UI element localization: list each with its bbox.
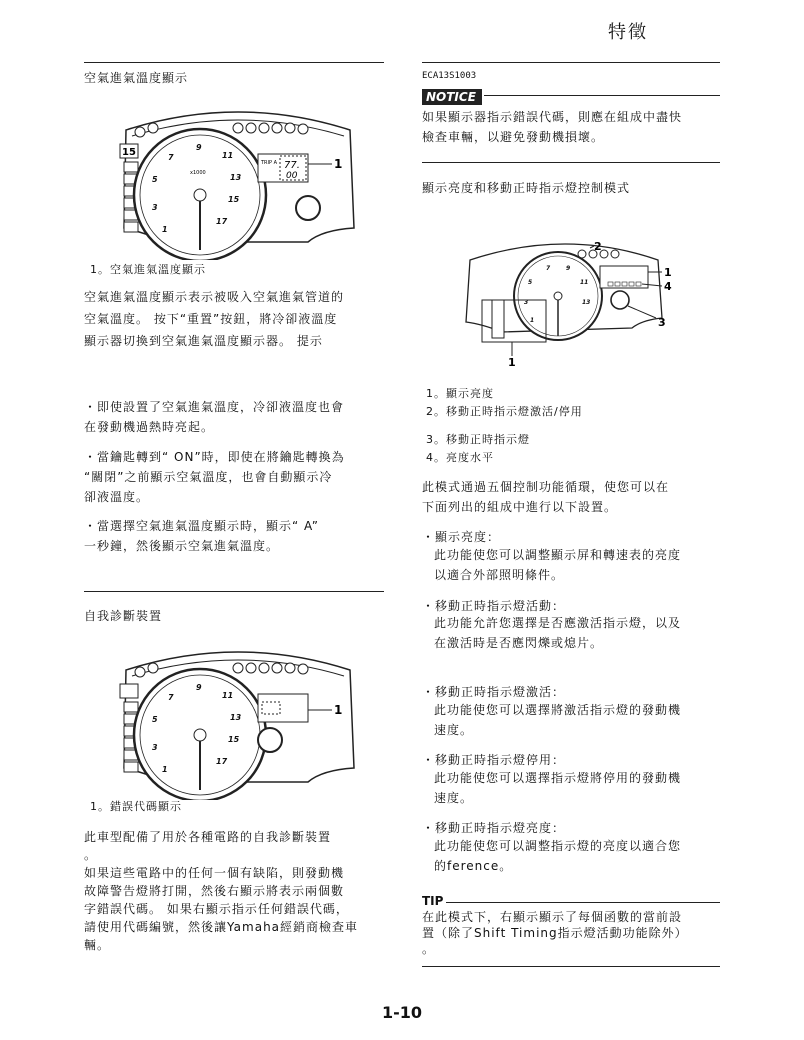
svg-text:13: 13	[230, 173, 242, 182]
bullet-2-line-0: ・當鑰匙轉到“ ON”時，即使在將鑰匙轉換為	[84, 450, 345, 464]
notice-text-1: 檢查車輛，以避免發動機損壞。	[422, 130, 605, 144]
fig3-callout-1: 1	[664, 266, 672, 279]
svg-text:3: 3	[152, 203, 158, 212]
rule-top-left	[84, 62, 384, 63]
rule-top-right	[422, 62, 720, 63]
item-2-title: ・移動正時指示燈活動：	[422, 599, 566, 613]
tip-text-0: 在此模式下，右顯示顯示了每個函數的當前設	[422, 910, 683, 924]
meter-figure-2	[118, 640, 358, 800]
svg-text:3: 3	[152, 743, 158, 752]
fig1-callout-1: 1	[334, 157, 343, 171]
item-5-title: ・移動正時指示燈亮度：	[422, 821, 566, 835]
svg-text:15: 15	[228, 735, 240, 744]
item-1-line-1: 以適合外部照明條件。	[434, 568, 565, 582]
fig3-callout-1-bottom: 1	[508, 356, 516, 368]
tip-label: TIP	[422, 894, 444, 908]
para-error-2: 字錯誤代碼。 如果右顯示指示任何錯誤代碼，	[84, 902, 349, 916]
notice-text-0: 如果顯示器指示錯誤代碼，則應在組成中盡快	[422, 110, 683, 124]
svg-text:9: 9	[566, 265, 571, 272]
svg-text:5: 5	[152, 715, 158, 724]
fig3-legend-4: 4。亮度水平	[426, 451, 494, 464]
tip-text-2: 。	[422, 942, 436, 956]
svg-text:5: 5	[152, 175, 158, 184]
fig3-callout-4: 4	[664, 280, 672, 293]
meter-figure-3	[462, 232, 692, 368]
para-air-intake-2: 顯示器切換到空氣進氣溫度顯示器。 提示	[84, 334, 323, 348]
gauge-rpm-unit: x1000	[190, 170, 206, 176]
svg-text:1: 1	[162, 225, 168, 234]
svg-text:11: 11	[580, 279, 589, 286]
para-selfdiag-1: 。	[84, 848, 98, 862]
gauge-trip-label: TRIP A	[261, 160, 278, 166]
bullet-3-line-1: 一秒鐘，然後顯示空氣進氣溫度。	[84, 539, 280, 553]
bullet-1-line-0: ・即使設置了空氣進氣溫度，冷卻液溫度也會	[84, 400, 345, 414]
doc-code: ECA13S1003	[422, 71, 477, 81]
item-3-line-0: 此功能使您可以選擇將激活指示燈的發動機	[434, 703, 682, 717]
svg-text:11: 11	[222, 691, 234, 700]
item-4-title: ・移動正時指示燈停用：	[422, 753, 566, 767]
para-error-4: 輛。	[84, 938, 111, 952]
page-number: 1-10	[382, 1003, 423, 1022]
bullet-2-line-2: 卻液溫度。	[84, 490, 150, 504]
bullet-2-line-1: “關閉”之前顯示空氣溫度，也會自動顯示冷	[84, 470, 333, 484]
svg-text:13: 13	[230, 713, 242, 722]
rule-mid-left	[84, 591, 384, 592]
item-3-title: ・移動正時指示燈激活：	[422, 685, 566, 699]
tip-text-1: 置（除了Shift Timing指示燈活動功能除外）	[422, 926, 688, 940]
para-air-intake-1: 空氣溫度。 按下“重置”按鈕，將冷卻液溫度	[84, 312, 338, 326]
item-2-line-0: 此功能允許您選擇是否應激活指示燈，以及	[434, 616, 682, 630]
fig3-legend-2: 2。移動正時指示燈激活/停用	[426, 405, 583, 418]
svg-text:1: 1	[530, 317, 535, 324]
svg-text:1: 1	[162, 765, 168, 774]
bullet-1-line-1: 在發動機過熱時亮起。	[84, 420, 215, 434]
notice-label: NOTICE	[422, 89, 482, 105]
para-error-3: 請使用代碼編號，然後讓Yamaha經銷商檢查車	[84, 920, 359, 934]
para-mode-1: 下面列出的組成中進行以下設置。	[422, 500, 618, 514]
svg-text:17: 17	[216, 217, 228, 226]
fig3-callout-3: 3	[658, 316, 666, 329]
svg-text:7: 7	[546, 265, 551, 272]
fig2-caption: 1。錯誤代碼顯示	[90, 800, 182, 813]
para-error-1: 故障警告燈將打開，然後右顯示將表示兩個數	[84, 884, 345, 898]
svg-text:9: 9	[196, 683, 202, 692]
para-error-0: 如果這些電路中的任何一個有缺陷，則發動機	[84, 866, 345, 880]
fig2-callout-1: 1	[334, 703, 343, 717]
item-4-line-0: 此功能使您可以選擇指示燈將停用的發動機	[434, 771, 682, 785]
svg-text:13: 13	[582, 299, 591, 306]
item-5-line-0: 此功能使您可以調整指示燈的亮度以適合您	[434, 839, 682, 853]
item-2-line-1: 在激活時是否應閃爍或熄片。	[434, 636, 604, 650]
meter-figure-1	[118, 100, 358, 260]
section-title: 特徵	[608, 22, 648, 43]
tip-rule	[446, 902, 720, 903]
svg-text:17: 17	[216, 757, 228, 766]
heading-brightness-mode: 顯示亮度和移動正時指示燈控制模式	[422, 181, 631, 195]
para-air-intake-0: 空氣進氣溫度顯示表示被吸入空氣進氣管道的	[84, 290, 345, 304]
item-3-line-1: 速度。	[434, 723, 474, 737]
gauge-code-reading: 00	[286, 171, 298, 181]
para-selfdiag-0: 此車型配備了用於各種電路的自我診斷裝置	[84, 830, 332, 844]
fig3-legend-1: 1。顯示亮度	[426, 387, 494, 400]
fig3-callout-2: 2	[594, 240, 602, 253]
heading-air-intake-temp: 空氣進氣溫度顯示	[84, 71, 189, 85]
svg-text:7: 7	[168, 153, 174, 162]
svg-text:15: 15	[228, 195, 240, 204]
item-5-line-1: 的ference。	[434, 859, 513, 873]
heading-self-diagnosis: 自我診斷裝置	[84, 609, 163, 623]
gauge-left-digits: 15	[122, 147, 136, 158]
fig3-legend-3: 3。移動正時指示燈	[426, 433, 530, 446]
notice-rule	[484, 95, 720, 96]
svg-text:7: 7	[168, 693, 174, 702]
para-mode-0: 此模式通過五個控制功能循環，使您可以在	[422, 480, 670, 494]
rule-after-notice	[422, 162, 720, 163]
tip-bottom-rule	[422, 966, 720, 967]
fig1-caption: 1。空氣進氣溫度顯示	[90, 263, 206, 276]
svg-text:11: 11	[222, 151, 234, 160]
item-4-line-1: 速度。	[434, 791, 474, 805]
svg-text:5: 5	[528, 279, 533, 286]
svg-text:9: 9	[196, 143, 202, 152]
item-1-title: ・顯示亮度：	[422, 530, 501, 544]
svg-text:3: 3	[524, 299, 529, 306]
bullet-3-line-0: ・當選擇空氣進氣溫度顯示時，顯示“ A”	[84, 519, 319, 533]
gauge-temp-reading: 77.	[284, 160, 300, 171]
item-1-line-0: 此功能使您可以調整顯示屏和轉速表的亮度	[434, 548, 682, 562]
